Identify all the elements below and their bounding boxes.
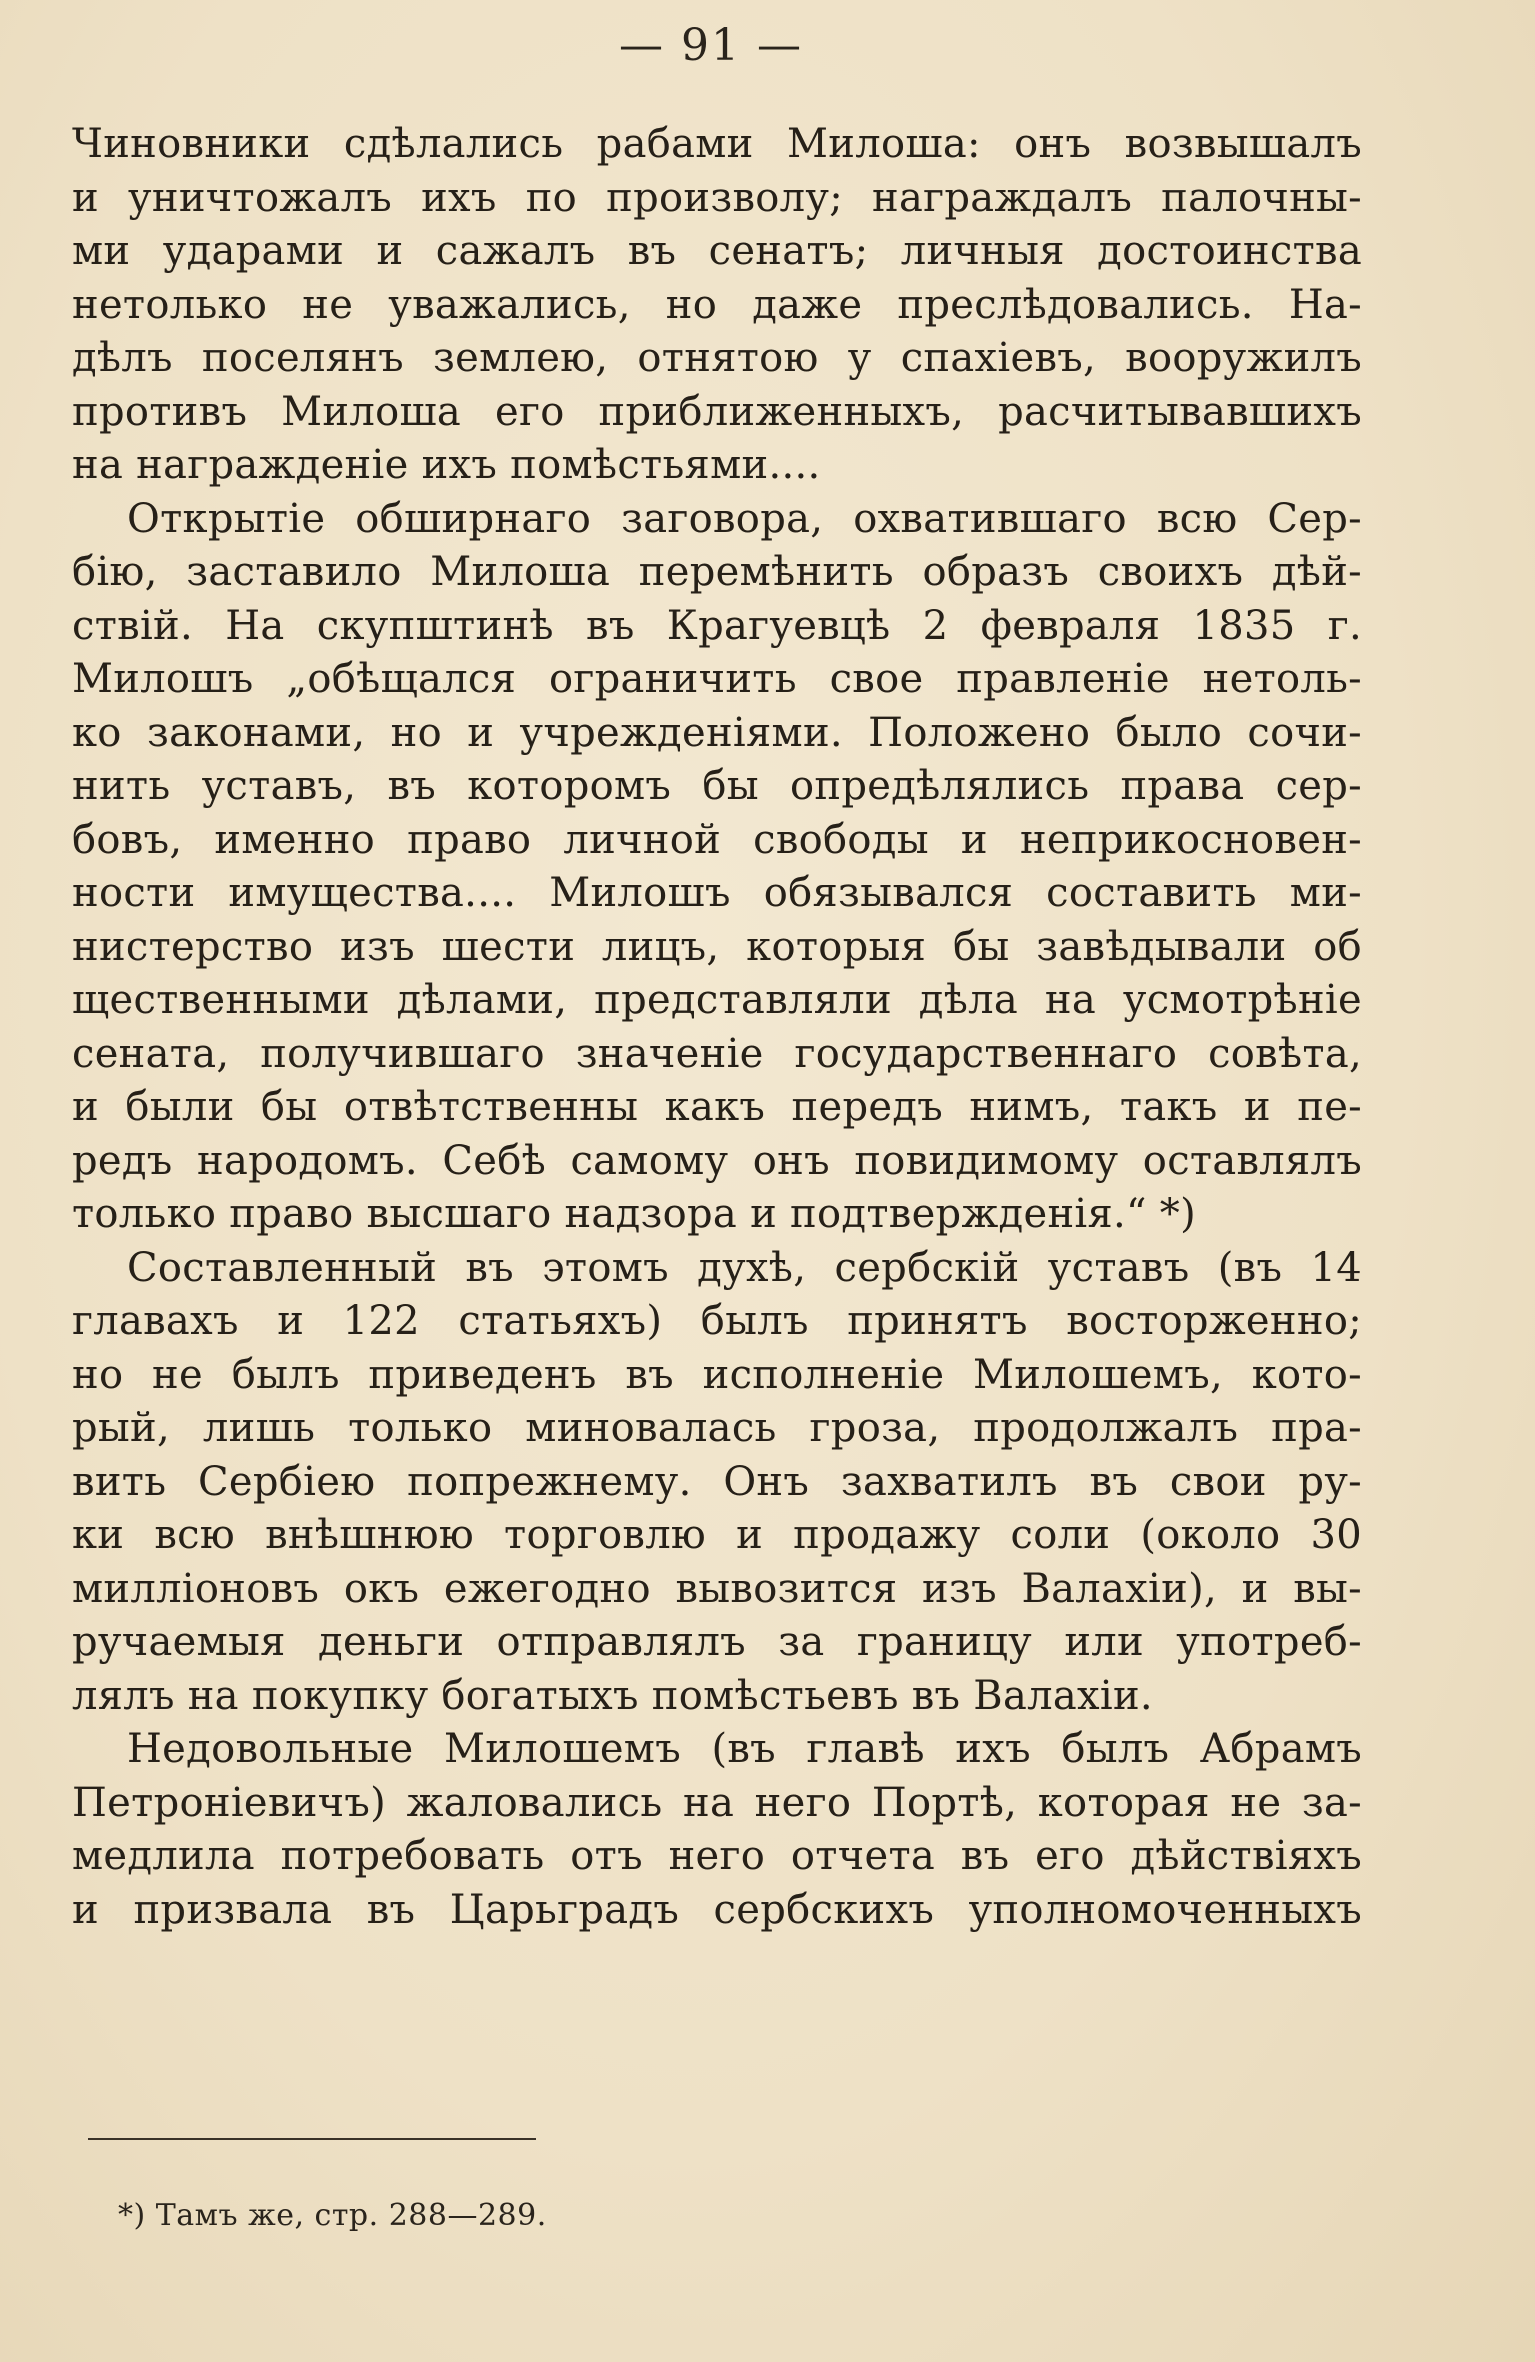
text-line: ручаемыя деньги отправлялъ за границу или употреб- — [72, 1619, 1362, 1665]
text-line: и призвала въ Царьградъ сербскихъ уполномоченныхъ — [72, 1886, 1362, 1933]
body-text — [72, 118, 1362, 1937]
text-line: главахъ и 122 статьяхъ) былъ принятъ восторженно; — [72, 1298, 1362, 1344]
text-line: редъ народомъ. Себѣ самому онъ повидимому оставлялъ — [72, 1137, 1362, 1184]
text-line: и были бы отвѣтственны какъ передъ нимъ, такъ и пе- — [72, 1084, 1362, 1130]
page-number: — 91 — — [619, 20, 803, 71]
text-line: лялъ на покупку богатыхъ помѣстьевъ въ Валахіи. — [72, 1672, 1153, 1719]
text-line: дѣлъ поселянъ землею, отнятою у спахіевъ, вооружилъ — [72, 335, 1362, 381]
text-line: щественными дѣлами, представляли дѣла на усмотрѣніе — [72, 977, 1362, 1023]
text-line: Недовольные Милошемъ (въ главѣ ихъ былъ Абрамъ — [127, 1726, 1362, 1772]
text-line: ки всю внѣшнюю торговлю и продажу соли (около 30 — [72, 1512, 1362, 1558]
text-line: медлила потребовать отъ него отчета въ его дѣйствіяхъ — [72, 1833, 1362, 1879]
paragraph — [72, 1723, 1362, 1937]
text-line: ствій. На скупштинѣ въ Крагуевцѣ 2 февраля 1835 г. — [72, 602, 1362, 649]
text-line: ми ударами и сажалъ въ сенатъ; личныя достоинства — [72, 228, 1362, 274]
text-line: бію, заставило Милоша перемѣнить образъ своихъ дѣй- — [72, 549, 1362, 595]
text-line: рый, лишь только миновалась гроза, продолжалъ пра- — [72, 1405, 1362, 1451]
footnote-divider — [88, 2138, 536, 2140]
footnote: *) Тамъ же, стр. 288—289. — [118, 2198, 547, 2233]
text-line: Петроніевичъ) жаловались на него Портѣ, которая не за- — [72, 1779, 1362, 1826]
text-line: противъ Милоша его приближенныхъ, расчитывавшихъ — [72, 388, 1362, 435]
text-line: ко законами, но и учрежденіями. Положено было сочи- — [72, 709, 1362, 756]
text-line: нистерство изъ шести лицъ, которыя бы завѣдывали об — [72, 923, 1362, 970]
text-line: милліоновъ окъ ежегодно вывозится изъ Валахіи), и вы- — [72, 1565, 1362, 1612]
text-line: Милошъ „обѣщался ограничить свое правленіе нетоль- — [72, 656, 1362, 702]
text-line: нить уставъ, въ которомъ бы опредѣлялись права сер- — [72, 763, 1362, 809]
paragraph — [72, 1242, 1362, 1724]
text-line: вить Сербіею попрежнему. Онъ захватилъ въ свои ру- — [72, 1458, 1362, 1505]
text-line: только право высшаго надзора и подтвержденія.“ *) — [72, 1191, 1197, 1237]
text-line: ности имущества.... Милошъ обязывался составить ми- — [72, 870, 1362, 916]
text-line: Чиновники сдѣлались рабами Милоша: онъ возвышалъ — [72, 121, 1362, 167]
text-line: бовъ, именно право личной свободы и неприкосновен- — [72, 816, 1362, 863]
paragraph — [72, 118, 1362, 493]
text-line: и уничтожалъ ихъ по произволу; награждалъ палочны- — [72, 174, 1362, 221]
text-line: Составленный въ этомъ духѣ, сербскій уставъ (въ 14 — [127, 1244, 1362, 1291]
text-line: Открытіе обширнаго заговора, охватившаго всю Сер- — [127, 495, 1362, 542]
text-line: на награжденіе ихъ помѣстьями.... — [72, 442, 821, 488]
text-line: но не былъ приведенъ въ исполненіе Милошемъ, кото- — [72, 1351, 1362, 1398]
text-line: сената, получившаго значеніе государственнаго совѣта, — [72, 1030, 1362, 1077]
paragraph — [72, 493, 1362, 1242]
text-line: нетолько не уважались, но даже преслѣдовались. На- — [72, 281, 1362, 328]
